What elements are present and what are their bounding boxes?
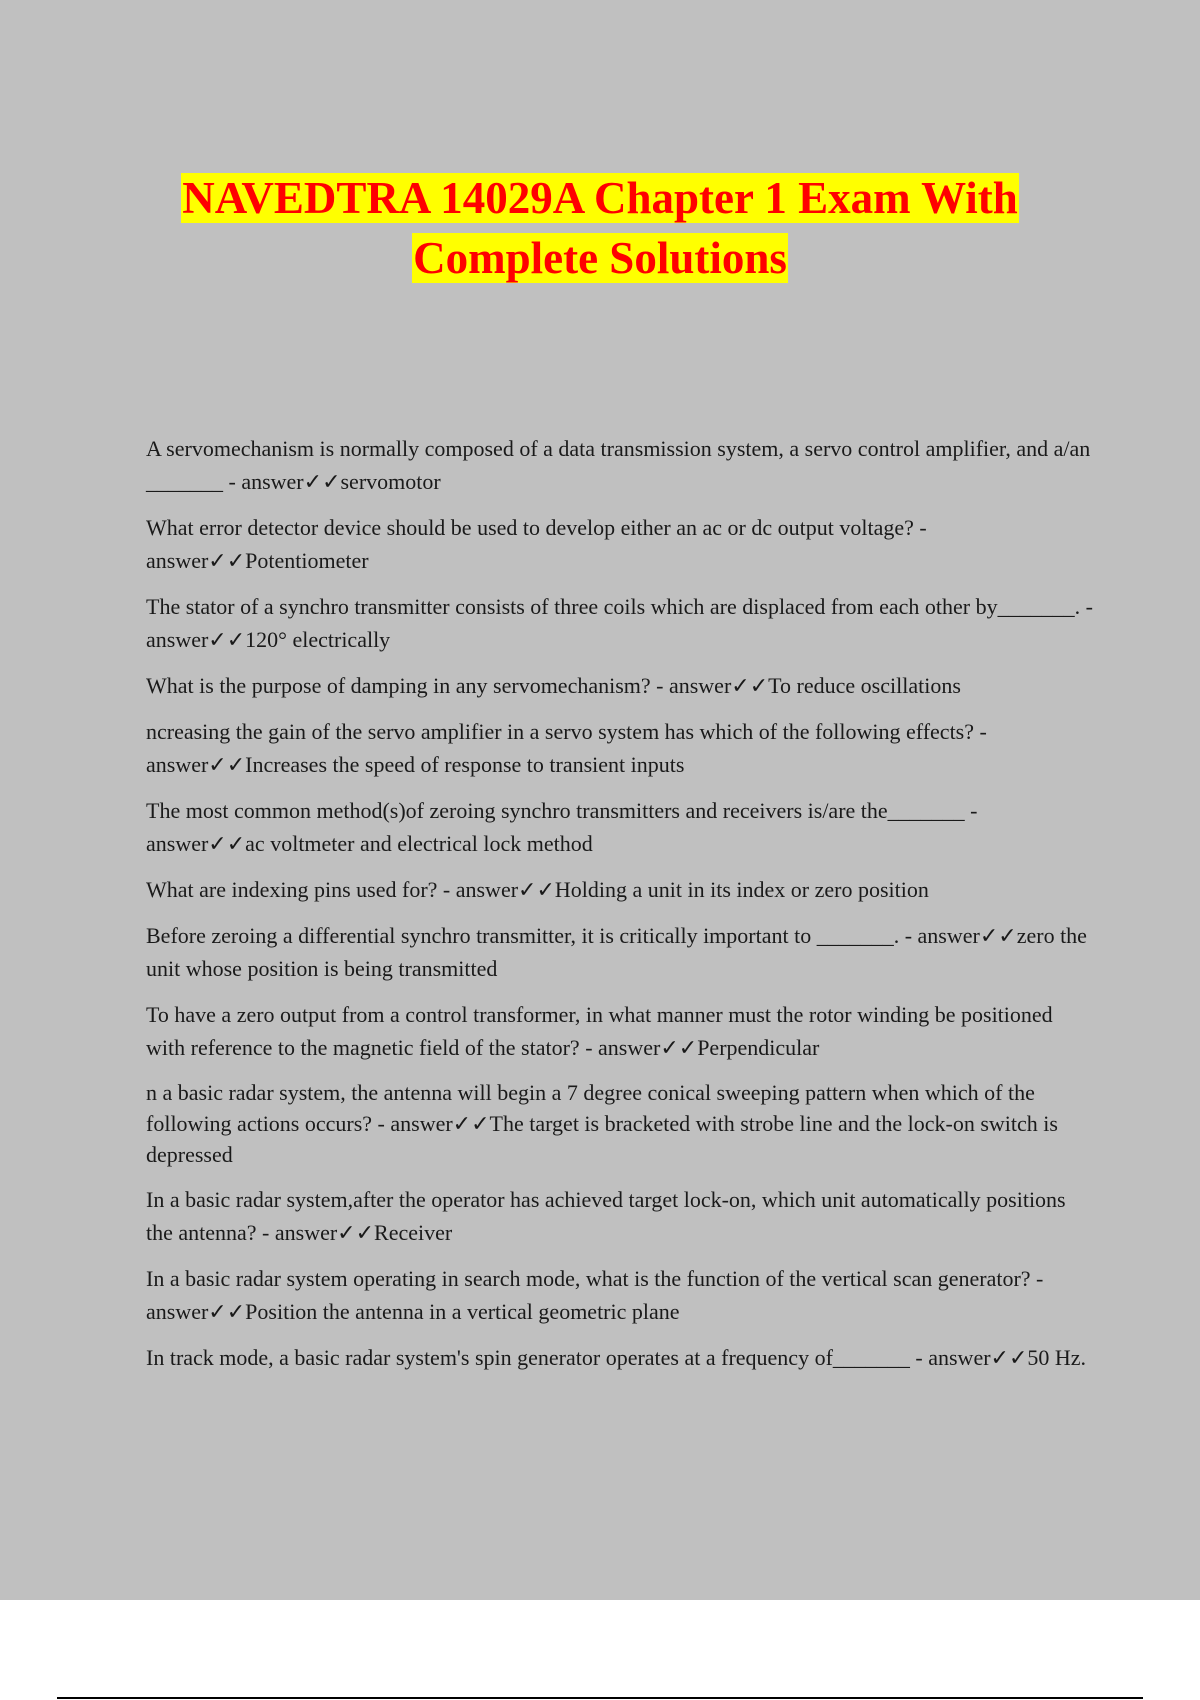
qa-item-7: What are indexing pins used for? - answer✓✓Holding a unit in its index or zero position (146, 877, 929, 902)
qa-item-1: A servomechanism is normally composed of a data transmission system, a servo control amplifier, and a/an _______ - answer✓✓servomotor (146, 436, 1091, 494)
qa-item-6: The most common method(s)of zeroing synchro transmitters and receivers is/are the_______ - answer✓✓ac voltmeter and electrical lock method (146, 798, 978, 856)
qa-item-13: In track mode, a basic radar system's spin generator operates at a frequency of_______ - answer✓✓50 Hz. (146, 1345, 1087, 1370)
qa-item-12: In a basic radar system operating in search mode, what is the function of the vertical scan generator? - answer✓✓Position the antenna in a vertical geometric plane (146, 1266, 1044, 1324)
qa-item-3: The stator of a synchro transmitter consists of three coils which are displaced from each other by_______. - answer✓✓120° electrically (146, 594, 1093, 652)
qa-item-2: What error detector device should be used to develop either an ac or dc output voltage? - answer✓✓Potentiometer (146, 515, 927, 573)
qa-item-9: To have a zero output from a control transformer, in what manner must the rotor winding be positioned with reference to the magnetic field of the stator? - answer✓✓Perpendicular (146, 1002, 1053, 1060)
footer-divider (57, 1697, 1143, 1699)
document-title (0, 168, 1200, 288)
qa-list (146, 432, 1096, 1387)
title-line-2: Complete Solutions (413, 233, 787, 283)
qa-item-4: What is the purpose of damping in any servomechanism? - answer✓✓To reduce oscillations (146, 673, 961, 698)
qa-item-5: ncreasing the gain of the servo amplifier in a servo system has which of the following effects? - answer✓✓Increases the speed of response to transient inputs (146, 719, 987, 777)
qa-item-10: n a basic radar system, the antenna will begin a 7 degree conical sweeping pattern when which of the following actions occurs? - answer✓✓The target is bracketed with strobe line and the lock-on switch is depressed (146, 1080, 1058, 1167)
title-line-1: NAVEDTRA 14029A Chapter 1 Exam With (182, 173, 1018, 223)
qa-item-11: In a basic radar system,after the operator has achieved target lock-on, which unit automatically positions the antenna? - answer✓✓Receiver (146, 1187, 1066, 1245)
qa-item-8: Before zeroing a differential synchro transmitter, it is critically important to _______. - answer✓✓zero the unit whose position is being transmitted (146, 923, 1087, 981)
